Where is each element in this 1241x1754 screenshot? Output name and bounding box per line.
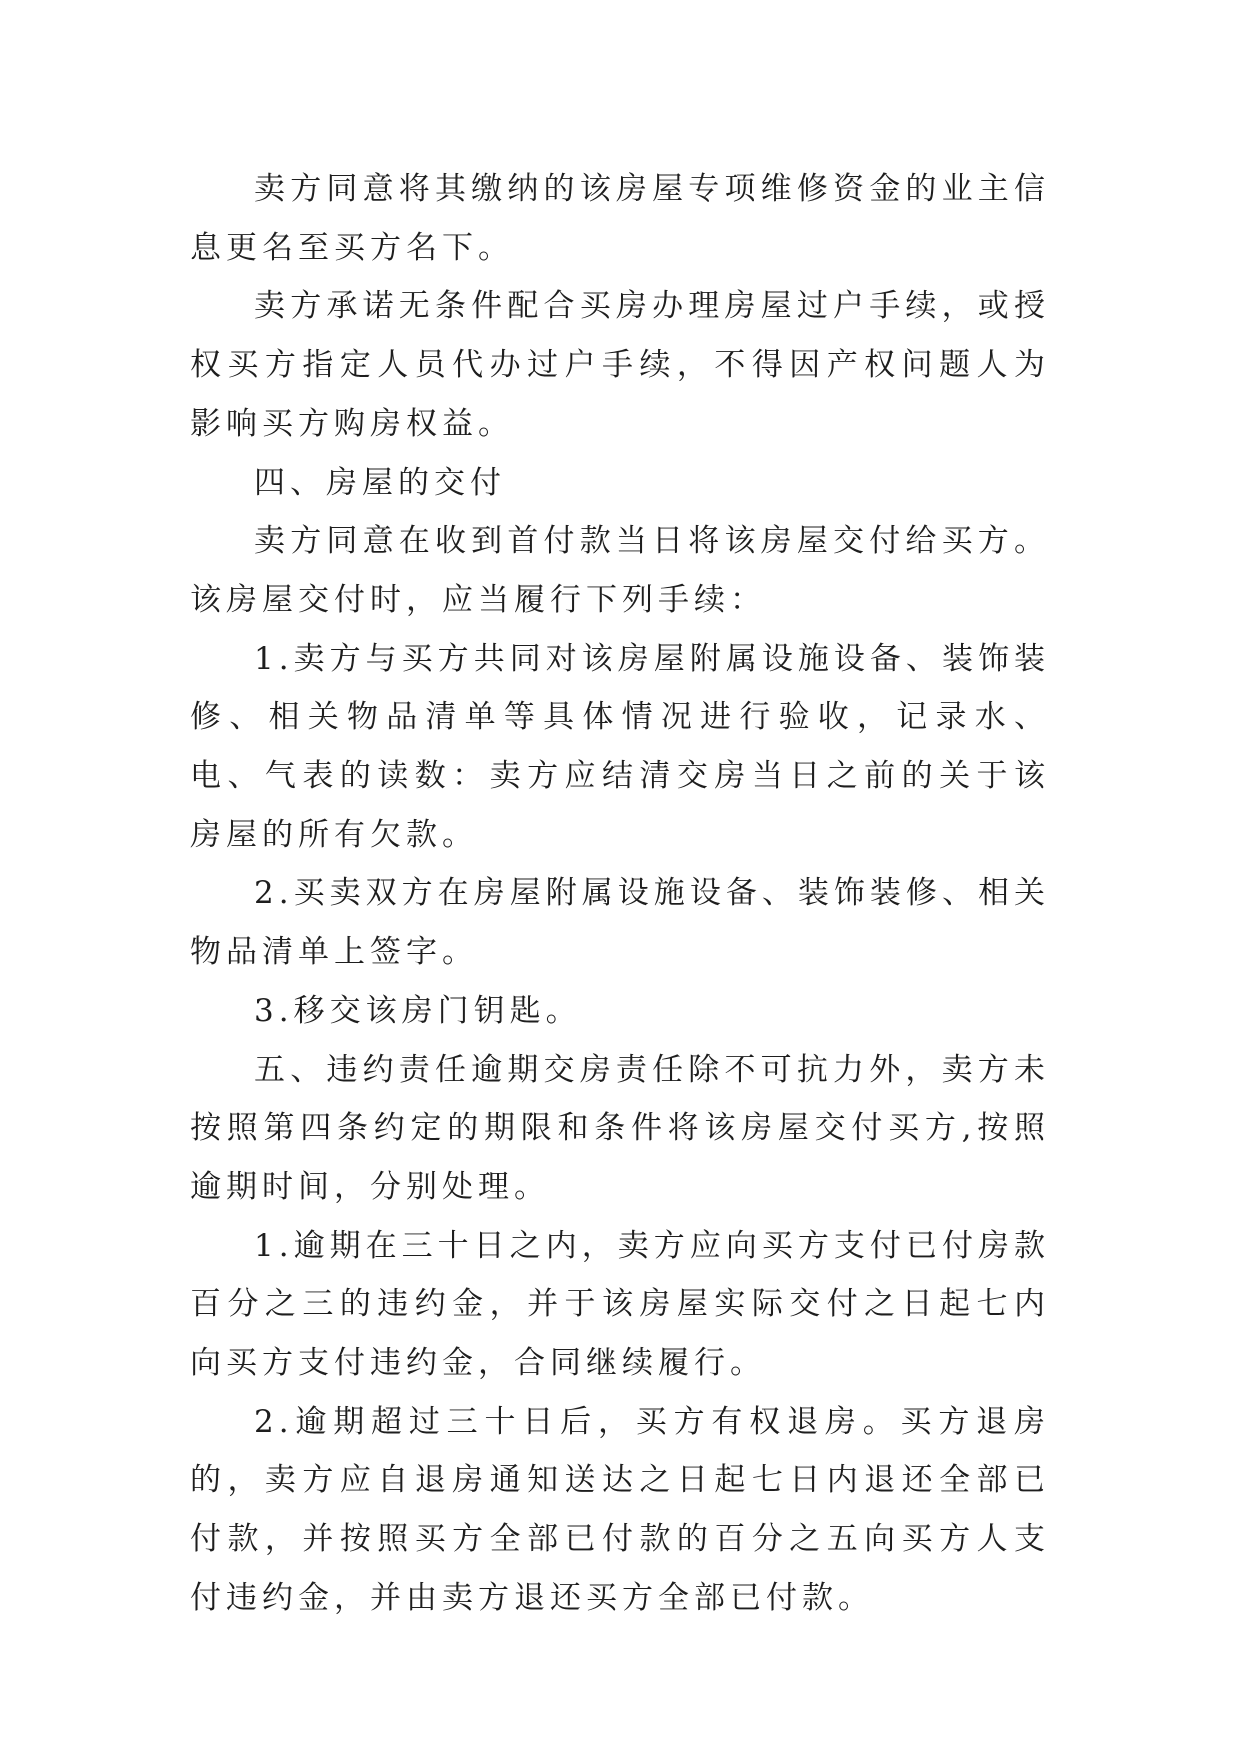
list-item-delay-over-30-days: 2.逾期超过三十日后，买方有权退房。买方退房的，卖方应自退房通知送达之日起七日内退还全部已付款，并按照买方全部已付款的百分之五向买方人支付违约金，并由卖方退还买方全部已付款。 bbox=[190, 1403, 1050, 1616]
list-item-keys: 3.移交该房门钥匙。 bbox=[254, 992, 582, 1029]
section-heading-liability: 五、违约责任逾期交房责任除不可抗力外，卖方未按照第四条约定的期限和条件将该房屋交付买方,按照逾期时间，分别处理。 bbox=[190, 1051, 1050, 1205]
paragraph-delivery-terms: 卖方同意在收到首付款当日将该房屋交付给买方。该房屋交付时，应当履行下列手续： bbox=[190, 523, 1050, 618]
list-item-signature: 2.买卖双方在房屋附属设施设备、装饰装修、相关物品清单上签字。 bbox=[190, 875, 1050, 971]
paragraph-maintenance-fund: 卖方同意将其缴纳的该房屋专项维修资金的业主信息更名至买方名下。 bbox=[190, 171, 1050, 266]
list-item-inspection: 1.卖方与买方共同对该房屋附属设施设备、装饰装修、相关物品清单等具体情况进行验收，记录水、电、气表的读数：卖方应结清交房当日之前的关于该房屋的所有欠款。 bbox=[190, 640, 1050, 853]
section-heading-delivery: 四、房屋的交付 bbox=[254, 464, 506, 501]
list-item-delay-30-days: 1.逾期在三十日之内，卖方应向买方支付已付房款百分之三的违约金，并于该房屋实际交付之日起七内向买方支付违约金，合同继续履行。 bbox=[190, 1227, 1050, 1382]
document-body bbox=[190, 160, 1050, 1628]
paragraph-transfer-commitment: 卖方承诺无条件配合买房办理房屋过户手续，或授权买方指定人员代办过户手续，不得因产权问题人为影响买方购房权益。 bbox=[190, 288, 1050, 442]
